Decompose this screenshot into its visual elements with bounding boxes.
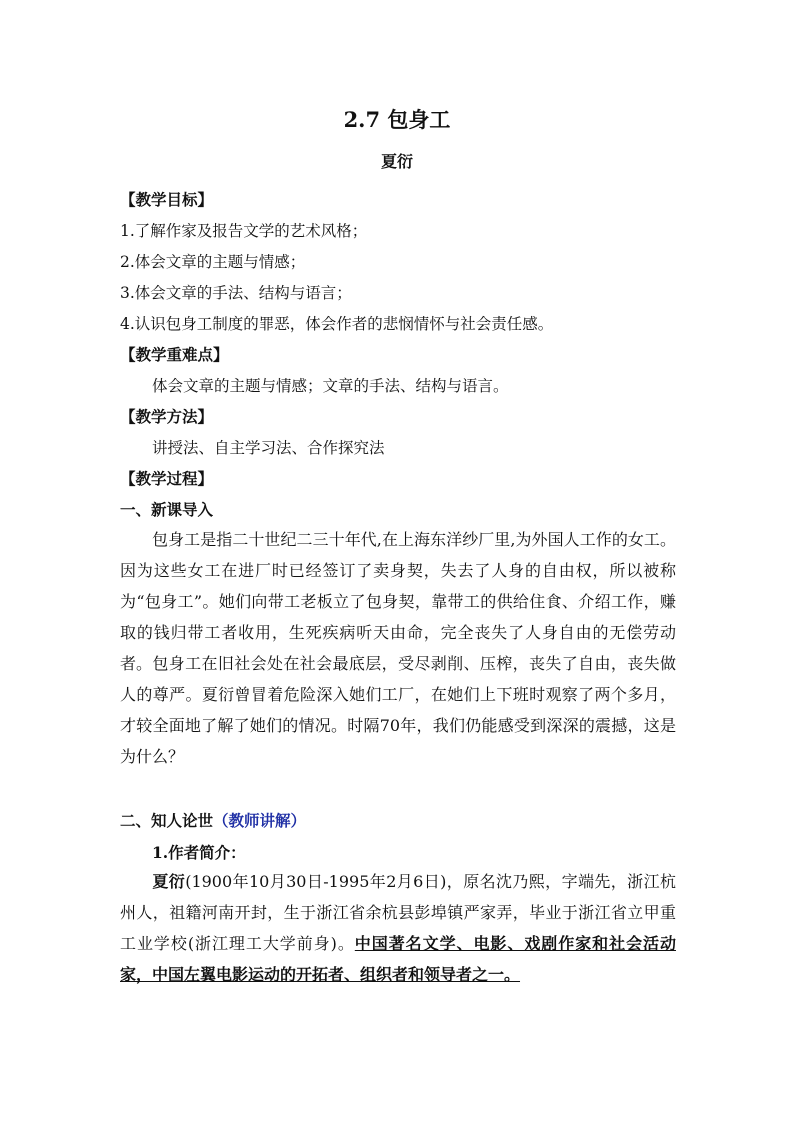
document-title: 2.7 包身工 xyxy=(343,107,451,132)
key-points-text: 体会文章的主题与情感；文章的手法、结构与语言。 xyxy=(152,377,509,395)
author-bio-emphasis: 中国著名文学、电影、戏剧作家和社会活动家，中国左翼电影运动的开拓者、组织者和领导者之一。 xyxy=(120,934,676,984)
goal-item: 3.体会文章的手法、结构与语言； xyxy=(120,284,352,302)
method-text: 讲授法、自主学习法、合作探究法 xyxy=(152,439,385,457)
author-intro-heading: 1.作者简介： xyxy=(152,843,246,862)
intro-paragraph-2 xyxy=(120,648,676,772)
goal-item: 4.认识包身工制度的罪恶，体会作者的悲悯情怀与社会责任感。 xyxy=(120,315,554,333)
part2-heading-note: （教师讲解） xyxy=(213,811,307,830)
intro-paragraph-2-text: 包身工在旧社会处在社会最底层，受尽剥削、压榨，丧失了自由，丧失做人的尊严。夏衍曾冒着危险深入她们工厂，在她们上下班时观察了两个多月，才较全面地了解了她们的情况。时隔70年，我们仍能感受到深深的震撼，这是为什么？ xyxy=(120,654,676,766)
process-heading: 【教学过程】 xyxy=(120,469,214,488)
part2-heading xyxy=(120,809,306,831)
part2-heading-text: 二、知人论世 xyxy=(120,811,214,830)
intro-paragraph-1-text: 包身工是指二十世纪二三十年代,在上海东洋纱厂里,为外国人工作的女工。因为这些女工在进厂时已经签订了卖身契，失去了人身的自由权，所以被称为“包身工”。她们向带工老板立了包身契，靠带工的供给住食、介绍工作，赚取的钱归带工者收用，生死疾病听天由命，完全丧失了人身自由的无偿劳动者。 xyxy=(120,530,676,673)
document-author: 夏衍 xyxy=(380,152,413,171)
author-bio-name: 夏衍 xyxy=(152,872,186,891)
author-bio-paragraph xyxy=(120,866,676,990)
goal-item: 1.了解作家及报告文学的艺术风格； xyxy=(120,222,368,240)
author-bio-text: (1900年10月30日-1995年2月6日)，原名沈乃熙，字端先，浙江杭州人，祖籍河南开封，生于浙江省余杭县彭埠镇严家弄，毕业于浙江省立甲重工业学校(浙江理工大学前身)。 xyxy=(120,872,676,953)
part1-heading: 一、新课导入 xyxy=(120,500,214,519)
key-points-heading: 【教学重难点】 xyxy=(120,345,229,364)
method-heading: 【教学方法】 xyxy=(120,407,214,426)
goals-heading: 【教学目标】 xyxy=(120,190,214,209)
goal-item: 2.体会文章的主题与情感； xyxy=(120,253,306,271)
